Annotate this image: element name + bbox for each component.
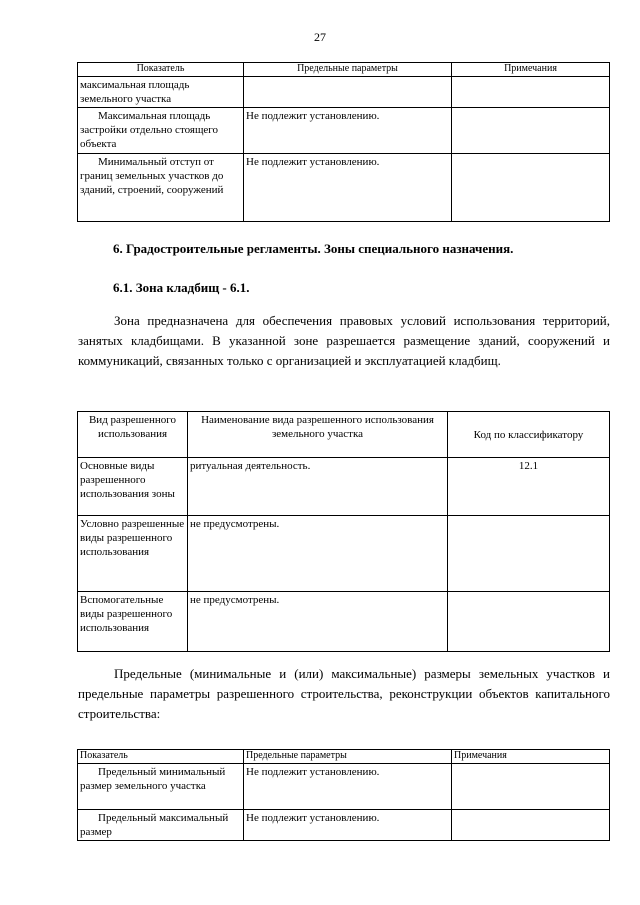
cell-notes — [452, 154, 610, 222]
section-heading: 6. Градостроительные регламенты. Зоны специального назначения. — [113, 241, 514, 256]
cell-use-name: не предусмотрены. — [188, 592, 448, 652]
cell-indicator: Максимальная площадь застройки отдельно стоящего объекта — [78, 108, 244, 154]
table-row — [78, 458, 610, 516]
paragraph-zone-purpose: Зона предназначена для обеспечения правовых условий использования территорий, занятых кладбищами. В указанной зоне разрешается размещение зданий, сооружений и коммуникаций, связанных только с организацией и эксплуатацией кладбищ. — [78, 313, 610, 368]
table-row — [78, 154, 610, 222]
cell-indicator: Предельный максимальный размер — [78, 810, 244, 841]
cell-params: Не подлежит установлению. — [244, 108, 452, 154]
cell-classifier-code — [448, 592, 610, 652]
header-classifier-code: Код по классификатору — [448, 412, 610, 458]
parameters-table-continued — [77, 62, 610, 222]
table-row — [78, 516, 610, 592]
header-use-name: Наименование вида разрешенного использования земельного участка — [188, 412, 448, 458]
cell-use-type: Вспомогательные виды разрешенного использования — [78, 592, 188, 652]
table-row — [78, 592, 610, 652]
header-notes: Примечания — [452, 750, 610, 764]
cell-use-type: Основные виды разрешенного использования зоны — [78, 458, 188, 516]
cell-indicator: Минимальный отступ от границ земельных участков до зданий, строений, сооружений — [78, 154, 244, 222]
cell-indicator: максимальная площадь земельного участка — [78, 77, 244, 108]
table-row — [78, 77, 610, 108]
cell-use-name: не предусмотрены. — [188, 516, 448, 592]
cell-classifier-code — [448, 516, 610, 592]
permitted-use-table — [77, 411, 610, 652]
cell-use-name: ритуальная деятельность. — [188, 458, 448, 516]
subsection-heading: 6.1. Зона кладбищ - 6.1. — [113, 280, 250, 295]
header-use-type: Вид разрешенного использования — [78, 412, 188, 458]
cell-params: Не подлежит установлению. — [244, 154, 452, 222]
header-params: Предельные параметры — [244, 750, 452, 764]
table-row — [78, 810, 610, 841]
cell-params — [244, 77, 452, 108]
header-notes: Примечания — [452, 63, 610, 77]
page-number: 27 — [314, 30, 326, 44]
cell-indicator: Предельный минимальный размер земельного участка — [78, 764, 244, 810]
header-params: Предельные параметры — [244, 63, 452, 77]
limit-parameters-table — [77, 749, 610, 841]
cell-notes — [452, 764, 610, 810]
cell-notes — [452, 810, 610, 841]
cell-notes — [452, 108, 610, 154]
cell-params: Не подлежит установлению. — [244, 810, 452, 841]
cell-notes — [452, 77, 610, 108]
header-indicator: Показатель — [78, 63, 244, 77]
cell-use-type: Условно разрешенные виды разрешенного использования — [78, 516, 188, 592]
cell-params: Не подлежит установлению. — [244, 764, 452, 810]
paragraph-limit-parameters: Предельные (минимальные и (или) максимальные) размеры земельных участков и предельные параметры разрешенного строительства, реконструкции объектов капитального строительства: — [78, 666, 610, 721]
header-indicator: Показатель — [78, 750, 244, 764]
cell-classifier-code: 12.1 — [448, 458, 610, 516]
table-row — [78, 764, 610, 810]
table-row — [78, 108, 610, 154]
